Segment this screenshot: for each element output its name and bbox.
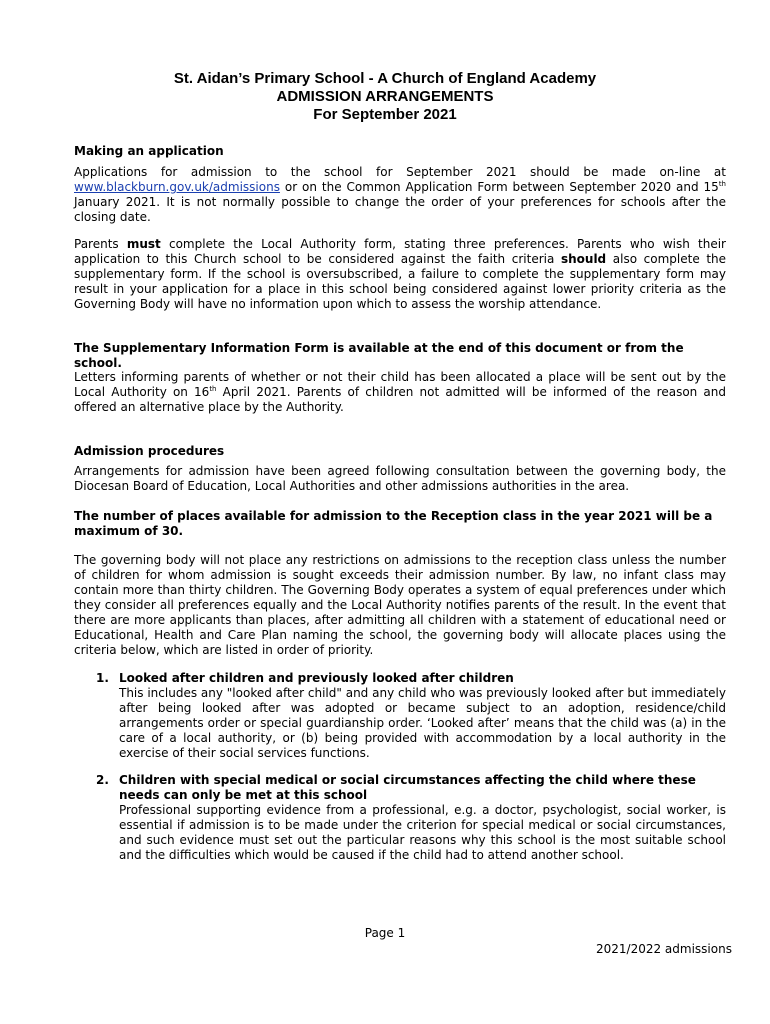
criterion-number: 1. bbox=[96, 671, 109, 685]
text-parents-a: Parents bbox=[74, 237, 127, 251]
criterion-item bbox=[96, 773, 726, 863]
heading-making-application: Making an application bbox=[74, 144, 224, 158]
paragraph-governing-body: The governing body will not place any restrictions on admissions to the reception class unless the number of children for whom admission is sought exceeds their admission number. By law, no infant class may contain more than thirty children. The Governing Body operates a system of equal preferences under which they consider all preferences equally and the Local Authority notifies parents of the result. In the event that there are more applicants than places, after admitting all children with a statement of educational need or Educational, Health and Care Plan naming the school, the governing body will allocate places using the criteria below, which are listed in order of priority. bbox=[74, 553, 726, 657]
title-line-arrangements: ADMISSION ARRANGEMENTS bbox=[276, 88, 494, 105]
document-footer-label: 2021/2022 admissions bbox=[596, 942, 732, 956]
text-must: must bbox=[126, 237, 161, 251]
paragraph-applications bbox=[74, 165, 726, 225]
text-applications-a: Applications for admission to the school for September 2021 should be made on-line at bbox=[74, 165, 726, 179]
paragraph-parents-must bbox=[74, 237, 726, 312]
criterion-title: Children with special medical or social circumstances affecting the child where these needs can only be met at this school bbox=[119, 773, 696, 802]
text-letters-b: April 2021. Parents of children not admitted will be informed of the reason and offered an alternative place by the Authority. bbox=[74, 385, 726, 414]
text-parents-c: also complete the supplementary form. If the school is oversubscribed, a failure to complete the supplementary form may result in your application for a place in this school being considered against lower priority criteria as the Governing Body will have no information upon which to assess the worship attendance. bbox=[74, 252, 727, 311]
text-applications-c: January 2021. It is not normally possible to change the order of your preferences for schools after the closing date. bbox=[74, 195, 726, 224]
criterion-title: Looked after children and previously looked after children bbox=[119, 671, 514, 685]
criterion-item bbox=[96, 671, 726, 761]
criterion-body: This includes any "looked after child" and any child who was previously looked after but immediately after being looked after was adopted or became subject to an adoption, residence/child arrangements order or special guardianship order. ‘Looked after’ means that the child was (a) in the care of a local authority, or (b) being provided with accommodation by a local authority in the exercise of their social services functions. bbox=[119, 686, 726, 760]
paragraph-letters bbox=[74, 370, 726, 415]
text-should: should bbox=[560, 252, 607, 266]
places-available-statement: The number of places available for admission to the Reception class in the year 2021 will be a maximum of 30. bbox=[74, 509, 713, 538]
text-parents-b: complete the Local Authority form, stating three preferences. Parents who wish their application to this Church school to be considered against the faith criteria bbox=[74, 237, 726, 266]
paragraph-arrangements: Arrangements for admission have been agreed following consultation between the governing body, the Diocesan Board of Education, Local Authorities and other admissions authorities in the area. bbox=[74, 464, 726, 493]
page-number: Page 1 bbox=[364, 926, 406, 940]
heading-supplementary-form: The Supplementary Information Form is available at the end of this document or from the school. bbox=[74, 341, 684, 370]
document-title bbox=[0, 70, 770, 124]
criterion-number: 2. bbox=[96, 773, 109, 787]
heading-admission-procedures: Admission procedures bbox=[74, 444, 225, 458]
title-line-school: St. Aidan’s Primary School - A Church of England Academy bbox=[173, 70, 597, 87]
superscript-th: th bbox=[718, 180, 726, 188]
text-letters-a: Letters informing parents of whether or not their child has been allocated a place will be sent out by the Local Authority on 16 bbox=[74, 370, 726, 399]
title-line-year: For September 2021 bbox=[313, 106, 457, 123]
criterion-body: Professional supporting evidence from a professional, e.g. a doctor, psychologist, social worker, is essential if admission is to be made under the criterion for special medical or social circumstances, and such evidence must set out the particular reasons why this school is the most suitable school and the difficulties which would be caused if the child had to attend another school. bbox=[119, 803, 726, 862]
admissions-link[interactable]: www.blackburn.gov.uk/admissions bbox=[74, 180, 280, 194]
superscript-th-2: th bbox=[209, 385, 217, 393]
text-applications-b: or on the Common Application Form between September 2020 and 15 bbox=[279, 180, 719, 194]
